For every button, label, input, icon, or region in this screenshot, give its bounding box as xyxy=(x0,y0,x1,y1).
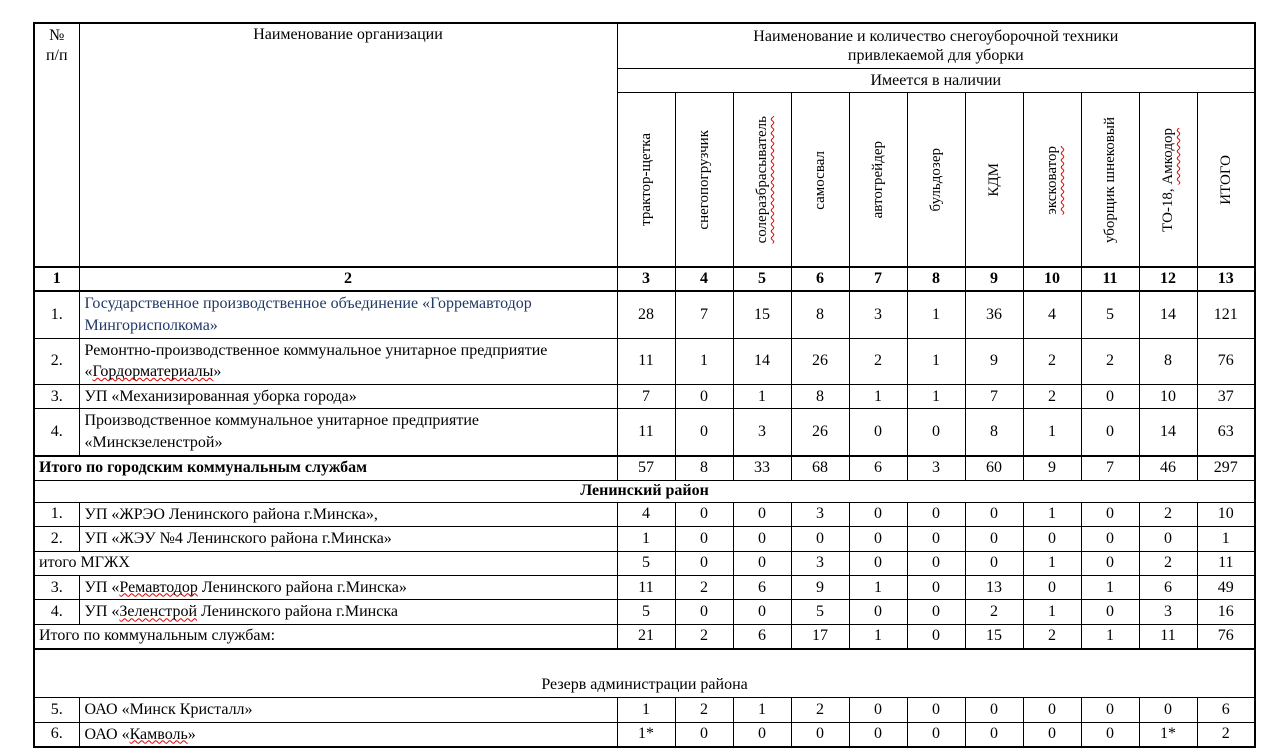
value-cell: 1 xyxy=(907,384,965,409)
value-cell: 6 xyxy=(1139,575,1197,600)
value-cell: 2 xyxy=(1139,551,1197,575)
value-cell: 2 xyxy=(675,575,733,600)
row-number-cell: 5. xyxy=(34,697,79,722)
row-number-cell: 2. xyxy=(34,527,79,552)
value-cell: 0 xyxy=(907,527,965,552)
col-header-equipment xyxy=(733,93,791,268)
value-cell: 68 xyxy=(791,456,849,481)
table-row xyxy=(34,291,1255,338)
value-cell: 1 xyxy=(1023,551,1081,575)
misspelled-word: Зеленстрой xyxy=(119,603,198,621)
value-cell: 76 xyxy=(1197,338,1255,384)
org-name-cell: УП «ЖРЭО Ленинского района г.Минска», xyxy=(79,502,617,527)
value-cell: 1 xyxy=(617,697,675,722)
value-cell: 37 xyxy=(1197,384,1255,409)
value-cell: 0 xyxy=(1081,502,1139,527)
value-cell: 21 xyxy=(617,624,675,649)
value-cell: 60 xyxy=(965,456,1023,481)
value-cell: 3 xyxy=(791,551,849,575)
value-cell: 3 xyxy=(791,502,849,527)
value-cell: 0 xyxy=(675,551,733,575)
row-number-cell: 1. xyxy=(34,291,79,338)
equipment-column-label: трактор-щетка xyxy=(637,133,654,227)
value-cell: 15 xyxy=(733,291,791,338)
value-cell: 49 xyxy=(1197,575,1255,600)
value-cell: 15 xyxy=(965,624,1023,649)
value-cell: 0 xyxy=(733,722,791,747)
value-cell: 0 xyxy=(1023,527,1081,552)
value-cell: 6 xyxy=(1197,697,1255,722)
value-cell: 0 xyxy=(849,600,907,625)
value-cell: 8 xyxy=(965,409,1023,456)
row-number-cell: 4. xyxy=(34,600,79,625)
col-header-availability: Имеется в наличии xyxy=(617,69,1255,93)
value-cell: 4 xyxy=(617,502,675,527)
value-cell: 26 xyxy=(791,338,849,384)
value-cell: 33 xyxy=(733,456,791,481)
col-header-equipment-group xyxy=(617,23,1255,69)
column-number-cell: 13 xyxy=(1197,267,1255,291)
value-cell: 5 xyxy=(617,551,675,575)
value-cell: 3 xyxy=(907,456,965,481)
value-cell: 9 xyxy=(965,338,1023,384)
equipment-group-line1: Наименование и количество снегоуборочной техники xyxy=(753,28,1119,45)
value-cell: 0 xyxy=(907,409,965,456)
equipment-column-label: самосвал xyxy=(811,150,828,210)
org-name-cell: УП «Механизированная уборка города» xyxy=(79,384,617,409)
value-cell: 63 xyxy=(1197,409,1255,456)
column-number-cell: 3 xyxy=(617,267,675,291)
value-cell: 76 xyxy=(1197,624,1255,649)
value-cell: 0 xyxy=(1081,697,1139,722)
col-header-equipment xyxy=(1081,93,1139,268)
misspelled-word: Гордорматериалы xyxy=(92,363,214,381)
misspelled-word: эксковатор xyxy=(1043,145,1060,215)
row-number-cell: 3. xyxy=(34,575,79,600)
value-cell: 0 xyxy=(675,722,733,747)
misspelled-word: Камволь xyxy=(129,725,188,743)
value-cell: 11 xyxy=(1139,624,1197,649)
value-cell: 1 xyxy=(1081,575,1139,600)
value-cell: 1 xyxy=(1023,600,1081,625)
value-cell: 0 xyxy=(733,527,791,552)
equipment-column-label: бульдозер xyxy=(927,148,944,212)
col-header-equipment xyxy=(1023,93,1081,268)
misspelled-word: Ремавтодор xyxy=(119,578,198,596)
equipment-column-label: автогрейдер xyxy=(869,141,886,219)
reserve-section-row xyxy=(34,649,1255,698)
value-cell: 0 xyxy=(907,551,965,575)
value-cell: 1 xyxy=(849,624,907,649)
value-cell: 14 xyxy=(733,338,791,384)
column-number-cell: 1 xyxy=(34,267,79,291)
value-cell: 0 xyxy=(675,409,733,456)
column-number-cell: 4 xyxy=(675,267,733,291)
value-cell: 0 xyxy=(965,722,1023,747)
column-number-cell: 9 xyxy=(965,267,1023,291)
value-cell: 0 xyxy=(965,551,1023,575)
total-label-cell: Итого по коммунальным службам: xyxy=(34,624,617,649)
header-row-column-numbers xyxy=(34,267,1255,291)
reserve-section-label-cell: Резерв администрации района xyxy=(34,649,1255,698)
value-cell: 0 xyxy=(849,502,907,527)
value-cell: 0 xyxy=(849,527,907,552)
col-header-equipment xyxy=(907,93,965,268)
value-cell: 8 xyxy=(791,291,849,338)
section-header-row xyxy=(34,480,1255,502)
value-cell: 8 xyxy=(791,384,849,409)
value-cell: 7 xyxy=(617,384,675,409)
org-name-cell: ОАО «Камволь» xyxy=(79,722,617,747)
value-cell: 3 xyxy=(733,409,791,456)
value-cell: 121 xyxy=(1197,291,1255,338)
value-cell: 4 xyxy=(1023,291,1081,338)
col-header-equipment xyxy=(849,93,907,268)
value-cell: 0 xyxy=(849,697,907,722)
value-cell: 0 xyxy=(849,409,907,456)
value-cell: 17 xyxy=(791,624,849,649)
value-cell: 5 xyxy=(1081,291,1139,338)
value-cell: 0 xyxy=(1139,527,1197,552)
value-cell: 0 xyxy=(1081,527,1139,552)
equipment-column-label: КДМ xyxy=(985,163,1002,197)
value-cell: 13 xyxy=(965,575,1023,600)
equipment-column-label xyxy=(1044,146,1061,215)
table-row xyxy=(34,697,1255,722)
value-cell: 11 xyxy=(617,338,675,384)
value-cell: 6 xyxy=(733,624,791,649)
value-cell: 2 xyxy=(1023,384,1081,409)
equipment-column-label: уборщик шнековый xyxy=(1101,116,1118,243)
total-label-cell: итого МГЖХ xyxy=(34,551,617,575)
value-cell: 7 xyxy=(965,384,1023,409)
value-cell: 3 xyxy=(1139,600,1197,625)
value-cell: 16 xyxy=(1197,600,1255,625)
value-cell: 1 xyxy=(849,384,907,409)
value-cell: 1 xyxy=(1023,502,1081,527)
value-cell: 11 xyxy=(617,409,675,456)
equipment-column-label: ТО-18, Амкодор xyxy=(1159,127,1176,232)
row-number-cell: 2. xyxy=(34,338,79,384)
org-name-cell: Государственное производственное объединение «Горремавтодор Мингорисполкома» xyxy=(79,291,617,338)
row-number-cell: 6. xyxy=(34,722,79,747)
col-header-total xyxy=(1197,93,1255,268)
row-number-cell: 1. xyxy=(34,502,79,527)
value-cell: 46 xyxy=(1139,456,1197,481)
value-cell: 0 xyxy=(733,551,791,575)
value-cell: 6 xyxy=(733,575,791,600)
col-header-number xyxy=(34,23,79,267)
org-name-cell: Производственное коммунальное унитарное предприятие «Минскзеленстрой» xyxy=(79,409,617,456)
equipment-column-label: снегопогрузчик xyxy=(695,130,712,230)
value-cell: 11 xyxy=(1197,551,1255,575)
section-label-cell: Ленинский район xyxy=(34,480,1255,502)
value-cell: 0 xyxy=(1081,384,1139,409)
misspelled-word: солеразбрасыватель xyxy=(753,116,770,244)
value-cell: 1 xyxy=(733,697,791,722)
value-cell: 0 xyxy=(1023,722,1081,747)
value-cell: 1 xyxy=(907,338,965,384)
total-label-cell: Итого по городским коммунальным службам xyxy=(34,456,617,481)
value-cell: 1 xyxy=(907,291,965,338)
value-cell: 1 xyxy=(1023,409,1081,456)
org-name-cell: Ремонтно-производственное коммунальное унитарное предприятие «Гордорматериалы» xyxy=(79,338,617,384)
value-cell: 0 xyxy=(675,527,733,552)
value-cell: 0 xyxy=(907,697,965,722)
num-header-line2: п/п xyxy=(45,47,68,64)
org-name-cell: УП «Зеленстрой Ленинского района г.Минска xyxy=(79,600,617,625)
value-cell: 297 xyxy=(1197,456,1255,481)
table-row xyxy=(34,384,1255,409)
value-cell: 2 xyxy=(965,600,1023,625)
org-name-cell: УП «Ремавтодор Ленинского района г.Минска» xyxy=(79,575,617,600)
value-cell: 7 xyxy=(1081,456,1139,481)
value-cell: 0 xyxy=(733,600,791,625)
column-number-cell: 5 xyxy=(733,267,791,291)
value-cell: 0 xyxy=(1081,600,1139,625)
col-header-equipment xyxy=(675,93,733,268)
column-number-cell: 12 xyxy=(1139,267,1197,291)
misspelled-word: Амкодор xyxy=(1159,127,1176,185)
value-cell: 1* xyxy=(617,722,675,747)
value-cell: 9 xyxy=(1023,456,1081,481)
value-cell: 8 xyxy=(1139,338,1197,384)
column-number-cell: 10 xyxy=(1023,267,1081,291)
equipment-column-label: ИТОГО xyxy=(1217,154,1234,205)
column-number-cell: 2 xyxy=(79,267,617,291)
value-cell: 1* xyxy=(1139,722,1197,747)
value-cell: 2 xyxy=(675,624,733,649)
value-cell: 0 xyxy=(1023,697,1081,722)
column-number-cell: 11 xyxy=(1081,267,1139,291)
value-cell: 2 xyxy=(1197,722,1255,747)
value-cell: 1 xyxy=(1081,624,1139,649)
value-cell: 14 xyxy=(1139,291,1197,338)
value-cell: 2 xyxy=(849,338,907,384)
value-cell: 0 xyxy=(965,502,1023,527)
value-cell: 26 xyxy=(791,409,849,456)
value-cell: 2 xyxy=(1023,338,1081,384)
value-cell: 28 xyxy=(617,291,675,338)
value-cell: 0 xyxy=(675,600,733,625)
value-cell: 10 xyxy=(1197,502,1255,527)
value-cell: 2 xyxy=(791,697,849,722)
value-cell: 0 xyxy=(1139,697,1197,722)
value-cell: 0 xyxy=(965,527,1023,552)
column-number-cell: 7 xyxy=(849,267,907,291)
value-cell: 9 xyxy=(791,575,849,600)
value-cell: 1 xyxy=(1197,527,1255,552)
col-header-equipment xyxy=(791,93,849,268)
value-cell: 0 xyxy=(675,384,733,409)
value-cell: 1 xyxy=(849,575,907,600)
num-header-line1: № xyxy=(49,27,65,44)
table-row xyxy=(34,502,1255,527)
table-row xyxy=(34,722,1255,747)
value-cell: 10 xyxy=(1139,384,1197,409)
value-cell: 0 xyxy=(1081,551,1139,575)
value-cell: 0 xyxy=(675,502,733,527)
row-number-cell: 3. xyxy=(34,384,79,409)
value-cell: 0 xyxy=(965,697,1023,722)
col-header-equipment xyxy=(965,93,1023,268)
table-row xyxy=(34,575,1255,600)
value-cell: 2 xyxy=(1081,338,1139,384)
value-cell: 0 xyxy=(907,722,965,747)
value-cell: 0 xyxy=(1081,722,1139,747)
table-row xyxy=(34,409,1255,456)
value-cell: 36 xyxy=(965,291,1023,338)
total-row xyxy=(34,551,1255,575)
value-cell: 2 xyxy=(1139,502,1197,527)
snow-equipment-table xyxy=(33,22,1256,748)
table-row xyxy=(34,338,1255,384)
value-cell: 5 xyxy=(791,600,849,625)
value-cell: 11 xyxy=(617,575,675,600)
value-cell: 5 xyxy=(617,600,675,625)
value-cell: 8 xyxy=(675,456,733,481)
value-cell: 1 xyxy=(675,338,733,384)
value-cell: 0 xyxy=(907,502,965,527)
value-cell: 2 xyxy=(675,697,733,722)
total-row xyxy=(34,624,1255,649)
value-cell: 0 xyxy=(907,600,965,625)
value-cell: 1 xyxy=(733,384,791,409)
org-name-cell: ОАО «Минск Кристалл» xyxy=(79,697,617,722)
value-cell: 0 xyxy=(1081,409,1139,456)
value-cell: 0 xyxy=(791,527,849,552)
column-number-cell: 8 xyxy=(907,267,965,291)
value-cell: 6 xyxy=(849,456,907,481)
value-cell: 0 xyxy=(849,551,907,575)
col-header-equipment xyxy=(1139,93,1197,268)
value-cell: 0 xyxy=(733,502,791,527)
equipment-column-label xyxy=(754,116,771,243)
value-cell: 0 xyxy=(1023,575,1081,600)
row-number-cell: 4. xyxy=(34,409,79,456)
column-number-cell: 6 xyxy=(791,267,849,291)
col-header-equipment xyxy=(617,93,675,268)
value-cell: 57 xyxy=(617,456,675,481)
equipment-group-line2: привлекаемой для уборки xyxy=(847,47,1024,65)
value-cell: 7 xyxy=(675,291,733,338)
value-cell: 0 xyxy=(791,722,849,747)
value-cell: 1 xyxy=(617,527,675,552)
col-header-organization: Наименование организации xyxy=(79,23,617,267)
value-cell: 0 xyxy=(907,575,965,600)
org-name-cell: УП «ЖЭУ №4 Ленинского района г.Минска» xyxy=(79,527,617,552)
value-cell: 3 xyxy=(849,291,907,338)
value-cell: 0 xyxy=(849,722,907,747)
table-row xyxy=(34,600,1255,625)
total-row xyxy=(34,456,1255,481)
header-row-main xyxy=(34,23,1255,69)
value-cell: 0 xyxy=(907,624,965,649)
value-cell: 2 xyxy=(1023,624,1081,649)
value-cell: 14 xyxy=(1139,409,1197,456)
table-row xyxy=(34,527,1255,552)
